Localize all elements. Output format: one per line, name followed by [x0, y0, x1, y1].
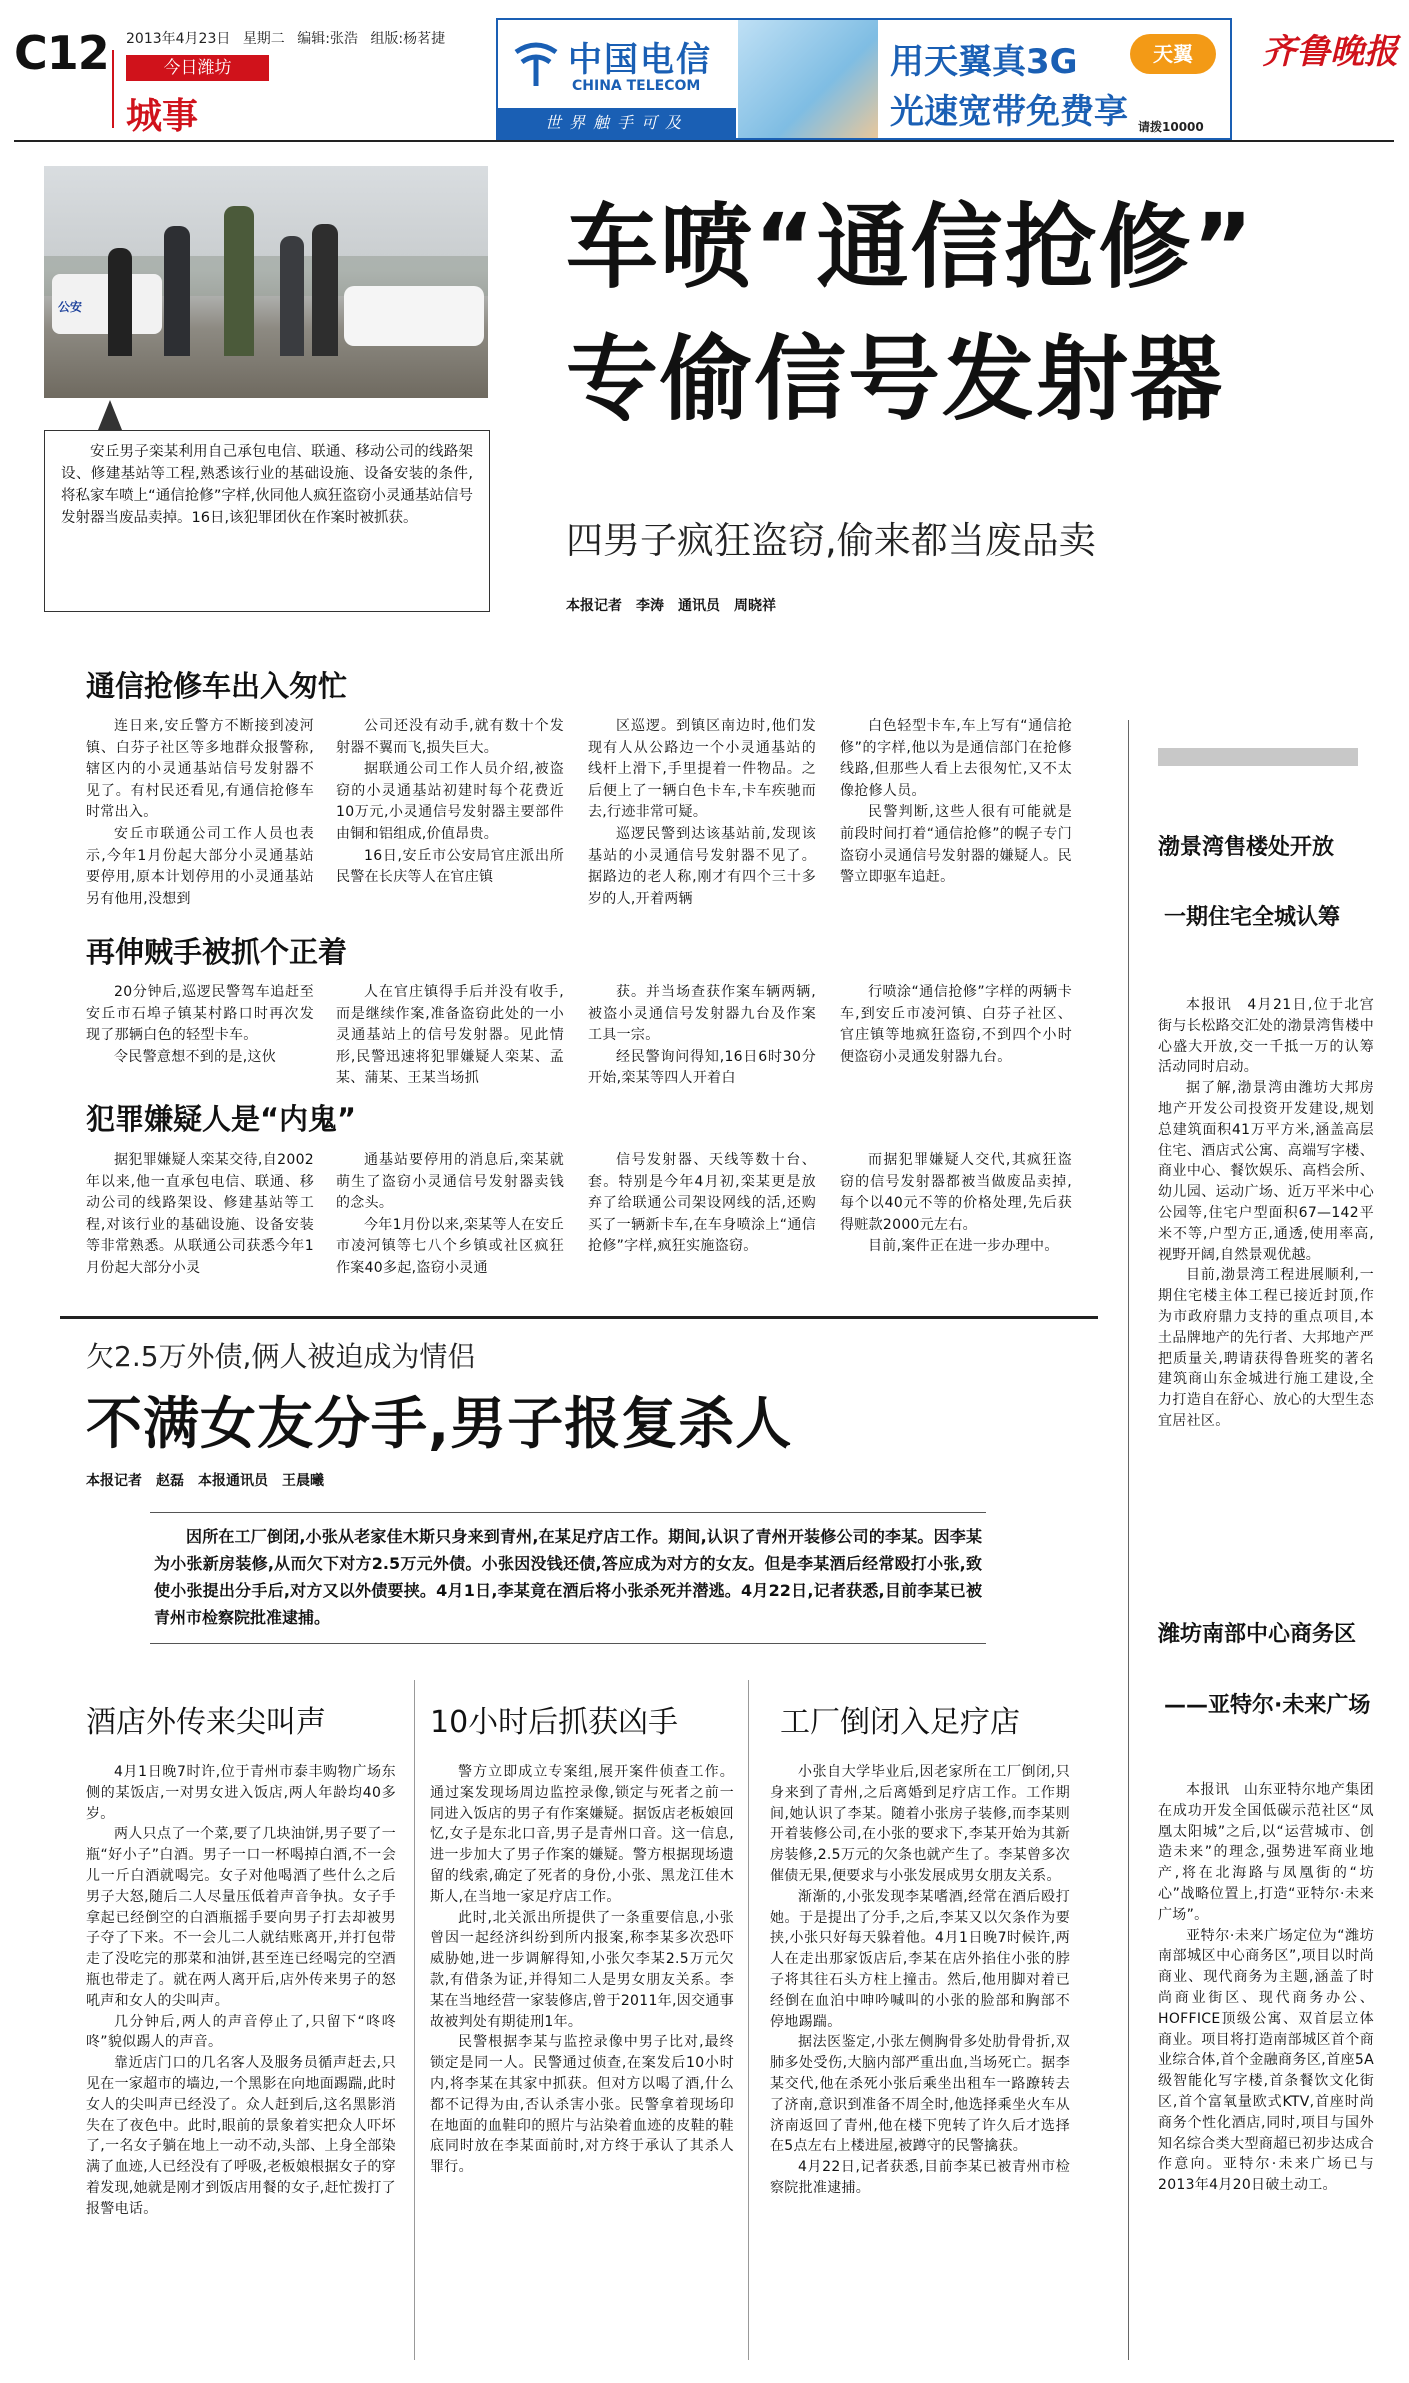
paragraph: 目前,案件正在进一步办理中。: [868, 1238, 1059, 1255]
story1-col: [588, 982, 816, 1090]
story1-col: [840, 982, 1072, 1068]
photo-white-car: [344, 286, 484, 346]
paragraph: 区巡逻。到镇区南边时,他们发现有人从公路边一个小灵通基站的线杆上滑下,手里提着一件物品。之后便上了一辆白色卡车,卡车疾驰而去,行迹非常可疑。: [588, 718, 816, 821]
paragraph: 警方立即成立专案组,展开案件侦查工作。通过案发现场周边监控录像,锁定与死者之前一同进入饭店的男子有作案嫌疑。据饭店老板娘回忆,女子是东北口音,男子是青州口音。这一信息,进一步加大了男子作案的嫌疑。警方根据现场遗留的线索,确定了死者的身份,小张、黑龙江佳木斯人,在当地一家足疗店工作。: [430, 1764, 734, 1905]
top-rule: [14, 140, 1394, 142]
paragraph: 获。并当场查获作案车辆两辆,被盗小灵通信号发射器九台及作案工具一宗。: [588, 984, 816, 1044]
story2-kicker: 欠2.5万外债,俩人被迫成为情侣: [86, 1340, 476, 1373]
paragraph: 信号发射器、天线等数十台、套。特别是今年4月初,栾某更是放弃了给联通公司架设网线的活,还购买了一辆新卡车,在车身喷涂上“通信抢修”字样,疯狂实施盗窃。: [588, 1152, 816, 1255]
ad-photo: [738, 20, 878, 138]
paragraph: 两人只点了一个菜,要了几块油饼,男子要了一瓶“好小子”白酒。男子一口一杯喝掉白酒,不一会儿一斤白酒就喝完。女子对他喝酒了些什么之后男子大怒,随后二人尽量压低着声音争执。女子手拿起已经倒空的白酒瓶摇手要向男子打去却被男子夺了下来。不一会儿二人就结账离开,并打包带走了没吃完的那菜和油饼,甚至连已经喝完的空酒瓶也带走了。就在两人离开后,店外传来男子的怒吼声和女人的尖叫声。: [86, 1826, 396, 2009]
paragraph: 白色轻型卡车,车上写有“通信抢修”的字样,他以为是通信部门在抢修线路,但那些人看上去很匆忙,又不太像抢修人员。: [840, 718, 1072, 799]
story2-byline: 本报记者 赵磊 本报通讯员 王晨曦: [86, 1473, 324, 1489]
sidebar-ad1-body: [1158, 995, 1374, 1432]
story1-section-title: 通信抢修车出入匆忙: [86, 669, 348, 703]
ad-slogan: 世界触手可及: [498, 108, 736, 138]
story-divider: [60, 1316, 1098, 1319]
paragraph: 20分钟后,巡逻民警驾车追赶至安丘市石埠子镇某村路口时再次发现了那辆白色的轻型卡车。: [86, 984, 314, 1044]
paragraph: 而据犯罪嫌疑人交代,其疯狂盗窃的信号发射器都被当做废品卖掉,每个以40元不等的价格处理,先后获得赃款2000元左右。: [840, 1152, 1072, 1233]
paragraph: 小张自大学毕业后,因老家所在工厂倒闭,只身来到了青州,之后离婚到足疗店工作。工作期间,她认识了李某。随着小张房子装修,而李某则开着装修公司,在小张的要求下,李某开始为其新房装修,2.5万元的欠条也就产生了。李某曾多次催债无果,便要求与小张发展成男女朋友关系。: [770, 1764, 1070, 1884]
photo-person: [164, 226, 190, 356]
paragraph: 几分钟后,两人的声音停止了,只留下“咚咚咚”貌似踢人的声音。: [86, 2013, 396, 2051]
story1-byline: 本报记者 李涛 通讯员 周晓祥: [566, 598, 776, 614]
paragraph: 靠近店门口的几名客人及服务员循声赶去,只见在一家超市的墙边,一个黑影在向地面踢踹,此时女人的尖叫声已经没了。众人赶到后,这名黑影消失在了夜色中。此时,眼前的景象着实把众人吓坏了,一名女子躺在地上一动不动,头部、上身全部染满了血迹,人已经没有了呼吸,老板娘根据女子的穿着发现,她就是刚才到饭店用餐的女子,赶忙拨打了报警电话。: [86, 2055, 396, 2217]
story2-col: [86, 1762, 396, 2220]
paragraph: 亚特尔·未来广场定位为“潍坊南部城区中心商务区”,项目以时尚商业、现代商务为主题,涵盖了时尚商业街区、现代商务办公、HOFFICE顶级公寓、双首层立体商业。项目将打造南部城区首个商业综合体,首个金融商务区,首座5A级智能化写字楼,首条餐饮文化街区,首个富氧量欧式KTV,首座时尚商务个性化酒店,同时,项目与国外知名综合类大型商超已初步达成合作意向。亚特尔·未来广场已与2013年4月20日破土动工。: [1158, 1927, 1374, 2194]
story2-section-title: 10小时后抓获凶手: [430, 1705, 679, 1740]
story1-headline-1: 车喷“通信抢修”: [566, 194, 1255, 301]
paragraph: 行喷涂“通信抢修”字样的两辆卡车,到安丘市凌河镇、白芬子社区、官庄镇等地疯狂盗窃,不到四个小时便盗窃小灵通发射器九台。: [840, 984, 1072, 1065]
tianyi-logo: 天翼: [1130, 34, 1216, 74]
paragraph: 本报讯 4月21日,位于北宫街与长松路交汇处的渤景湾售楼中心盛大开放,交一千抵一万的认筹活动同时启动。: [1158, 997, 1374, 1076]
page-number: C12: [14, 26, 109, 80]
layout-credit: 组版:杨茗捷: [370, 31, 446, 47]
story1-photo-caption: [44, 430, 490, 612]
paragraph: 连日来,安丘警方不断接到凌河镇、白芬子社区等多地群众报警称,辖区内的小灵通基站信号发射器不见了。有村民还看见,有通信抢修车时常出入。: [86, 718, 314, 821]
sidebar-ad2-title: 潍坊南部中心商务区: [1158, 1622, 1357, 1647]
caption-text: 安丘男子栾某利用自己承包电信、联通、移动公司的线路架设、修建基站等工程,熟悉该行业的基础设施、设备安装的条件,将私家车喷上“通信抢修”字样,伙同他人疯狂盗窃小灵通基站信号发射器当废品卖掉。16日,该犯罪团伙在作案时被抓获。: [61, 444, 473, 526]
paragraph: 据法医鉴定,小张左侧胸骨多处肋骨骨折,双肺多处受伤,大脑内部严重出血,当场死亡。据李某交代,他在杀死小张后乘坐出租车一路蹽转去了济南,意识到准备不周全时,他选择乘坐火车从济南返回了青州,他在楼下兜转了许久后才选择在5点左右上楼进屋,被蹲守的民警擒获。: [770, 2034, 1070, 2155]
ad-brand-cn: 中国电信: [568, 40, 712, 80]
ad-headline-1: 用天翼真3G: [890, 42, 1078, 82]
sidebar-ad2-body: [1158, 1780, 1374, 2196]
photo-police-car: [52, 274, 162, 334]
ad-hotline: 请拨10000: [1138, 120, 1204, 134]
newspaper-logo: 齐鲁晚报: [1262, 32, 1398, 72]
photo-person: [280, 236, 304, 356]
ad-brand-en: CHINA TELECOM: [572, 78, 701, 94]
paragraph: 今年1月份以来,栾某等人在安丘市凌河镇等七八个乡镇或社区疯狂作案40多起,盗窃小灵通: [336, 1216, 564, 1276]
photo-person: [312, 224, 338, 356]
story1-col: [336, 716, 564, 889]
story1-col: [336, 982, 564, 1090]
china-telecom-logo-icon: [508, 34, 564, 90]
sidebar-rule: [1128, 720, 1129, 2360]
paragraph: 本报讯 山东亚特尔地产集团在成功开发全国低碳示范社区“凤凰太阳城”之后,以“运营城市、创造未来”的理念,强势进军商业地产,将在北海路与凤凰街的“坊心”战略位置上,打造“亚特尔·未来广场”。: [1158, 1782, 1374, 1923]
paragraph: 据了解,渤景湾由潍坊大邦房地产开发公司投资开发建设,规划总建筑面积41万平方米,涵盖高层住宅、酒店式公寓、高端写字楼、商业中心、餐饮娱乐、高档会所、幼儿园、运动广场、近万平米中心公园等,住宅户型面积67—142平米不等,户型方正,通透,使用率高,视野开阔,自然景观优越。: [1158, 1080, 1374, 1263]
photo-person: [108, 248, 132, 356]
column-rule: [414, 1680, 415, 2360]
story1-col: [840, 1150, 1072, 1258]
paragraph: 令民警意想不到的是,这伙: [114, 1048, 277, 1065]
paragraph: 4月22日,记者获悉,目前李某已被青州市检察院批准逮捕。: [770, 2159, 1070, 2196]
paragraph: 人在官庄镇得手后并没有收手,而是继续作案,准备盗窃此处的一小灵通基站上的信号发射器。见此情形,民警迅速将犯罪嫌疑人栾某、孟某、蒲某、王某当场抓: [336, 984, 564, 1087]
masthead-info: [126, 28, 445, 48]
story1-headline-2: 专偷信号发射器: [566, 326, 1225, 433]
story2-lead: 因所在工厂倒闭,小张从老家佳木斯只身来到青州,在某足疗店工作。期间,认识了青州开装修公司的李某。因李某为小张新房装修,从而欠下对方2.5万元外债。小张因没钱还债,答应成为对方的女友。但是李某酒后经常殴打小张,致使小张提出分手后,对方又以外债要挟。4月1日,李某竟在酒后将小张杀死并潜逃。4月22日,记者获悉,目前李某已被青州市检察院批准逮捕。: [154, 1527, 982, 1627]
paragraph: 16日,安丘市公安局官庄派出所民警在长庆等人在官庄镇: [336, 847, 564, 886]
paragraph: 据犯罪嫌疑人栾某交待,自2002年以来,他一直承包电信、联通、移动公司的线路架设、修建基站等工程,对该行业的基础设施、设备安装等非常熟悉。从联通公司获悉今年1月份起大部分小灵: [86, 1152, 314, 1276]
column-rule: [748, 1680, 749, 2360]
paragraph: 4月1日晚7时许,位于青州市泰丰购物广场东侧的某饭店,一对男女进入饭店,两人年龄均40多岁。: [86, 1764, 396, 1822]
story1-col: [588, 716, 816, 910]
story1-subhead: 四男子疯狂盗窃,偷来都当废品卖: [566, 519, 1096, 562]
story2-section-title: 酒店外传来尖叫声: [86, 1705, 326, 1740]
ad-headline-2: 光速宽带免费享: [890, 92, 1128, 132]
story1-col: [840, 716, 1072, 889]
paragraph: 巡逻民警到达该基站前,发现该基站的小灵通信号发射器不见了。据路边的老人称,刚才有四个三十多岁的人,开着两辆: [588, 825, 816, 907]
story2-section-title: 工厂倒闭入足疗店: [780, 1705, 1020, 1740]
story2-col: [430, 1762, 734, 2178]
story2-col: [770, 1762, 1070, 2199]
paragraph: 此时,北关派出所提供了一条重要信息,小张曾因一起经济纠纷到所内报案,称李某多次恐吓威胁她,进一步调解得知,小张欠李某2.5万元欠款,有借条为证,并得知二人是男女朋友关系。李某在当地经营一家装修店,曾于2011年,因交通事故被判处有期徒刑1年。: [430, 1909, 734, 2030]
paragraph: 经民警询问得知,16日6时30分开始,栾某等四人开着白: [588, 1048, 816, 1087]
story1-col: [86, 716, 314, 910]
section-tag: 今日潍坊: [126, 55, 269, 81]
telecom-ad[interactable]: [496, 18, 1232, 140]
paragraph: 目前,渤景湾工程进展顺利,一期住宅楼主体工程已接近封顶,作为市政府鼎力支持的重点项目,本土品牌地产的先行者、大邦地产严把质量关,聘请获得鲁班奖的著名建筑商山东金城进行施工建设,全力打造自在舒心、放心的大型生态宜居社区。: [1158, 1267, 1374, 1429]
story2-headline: 不满女友分手,男子报复杀人: [86, 1392, 793, 1457]
story1-section-title: 犯罪嫌疑人是“内鬼”: [86, 1102, 357, 1136]
story1-col: [86, 982, 314, 1068]
story1-col: [588, 1150, 816, 1258]
editor-credit: 编辑:张浩: [297, 31, 358, 47]
story2-lead-box: [150, 1512, 986, 1644]
paragraph: 民警根据李某与监控录像中男子比对,最终锁定是同一人。民警通过侦查,在案发后10小时内,将李某在其家中抓获。但对方以喝了酒,什么都不记得为由,否认杀害小张。民警拿着现场印在地面的血鞋印的照片与沾染着血迹的皮鞋的鞋底同时放在李某面前时,对方终于承认了其杀人罪行。: [430, 2034, 734, 2176]
section-name: 城事: [126, 96, 199, 137]
sidebar-ad2-sub: ——亚特尔·未来广场: [1164, 1693, 1371, 1718]
police-car-label: 公安: [58, 300, 83, 314]
sidebar-ad1-title: 渤景湾售楼处开放: [1158, 835, 1335, 860]
story1-col: [86, 1150, 314, 1280]
paragraph: 民警判断,这些人很有可能就是前段时间打着“通信抢修”的幌子专门盗窃小灵通信号发射器的嫌疑人。民警立即驱车追赶。: [840, 804, 1072, 886]
paragraph: 据联通公司工作人员介绍,被盗窃的小灵通基站初建时每个花费近10万元,小灵通信号发射器主要部件由铜和铝组成,价值昂贵。: [336, 761, 564, 842]
story1-photo: [44, 166, 488, 398]
paragraph: 安丘市联通公司工作人员也表示,今年1月份起大部分小灵通基站要停用,原本计划停用的小灵通基站另有他用,没想到: [86, 825, 314, 907]
story1-section-title: 再伸贼手被抓个正着: [86, 935, 348, 969]
masthead-divider: [112, 50, 114, 128]
sidebar-gray-bar: [1158, 748, 1358, 766]
paragraph: 公司还没有动手,就有数十个发射器不翼而飞,损失巨大。: [336, 718, 564, 756]
sidebar-ad1-sub: 一期住宅全城认筹: [1164, 905, 1341, 930]
caption-pointer: [98, 400, 122, 430]
photo-person: [224, 206, 254, 356]
issue-date: 2013年4月23日: [126, 31, 231, 47]
story1-col: [336, 1150, 564, 1280]
paragraph: 渐渐的,小张发现李某嗜酒,经常在酒后殴打她。于是提出了分手,之后,李某又以欠条作为要挟,小张只好每天躲着他。4月1日晚7时候许,两人在走出那家饭店后,李某在店外掐住小张的脖子将其往石头方柱上撞击。然后,他用脚对着已经倒在血泊中呻吟喊叫的小张的脸部和胸部不停地踢踹。: [770, 1888, 1070, 2030]
paragraph: 通基站要停用的消息后,栾某就萌生了盗窃小灵通信号发射器卖钱的念头。: [336, 1152, 564, 1212]
weekday: 星期二: [242, 31, 285, 47]
